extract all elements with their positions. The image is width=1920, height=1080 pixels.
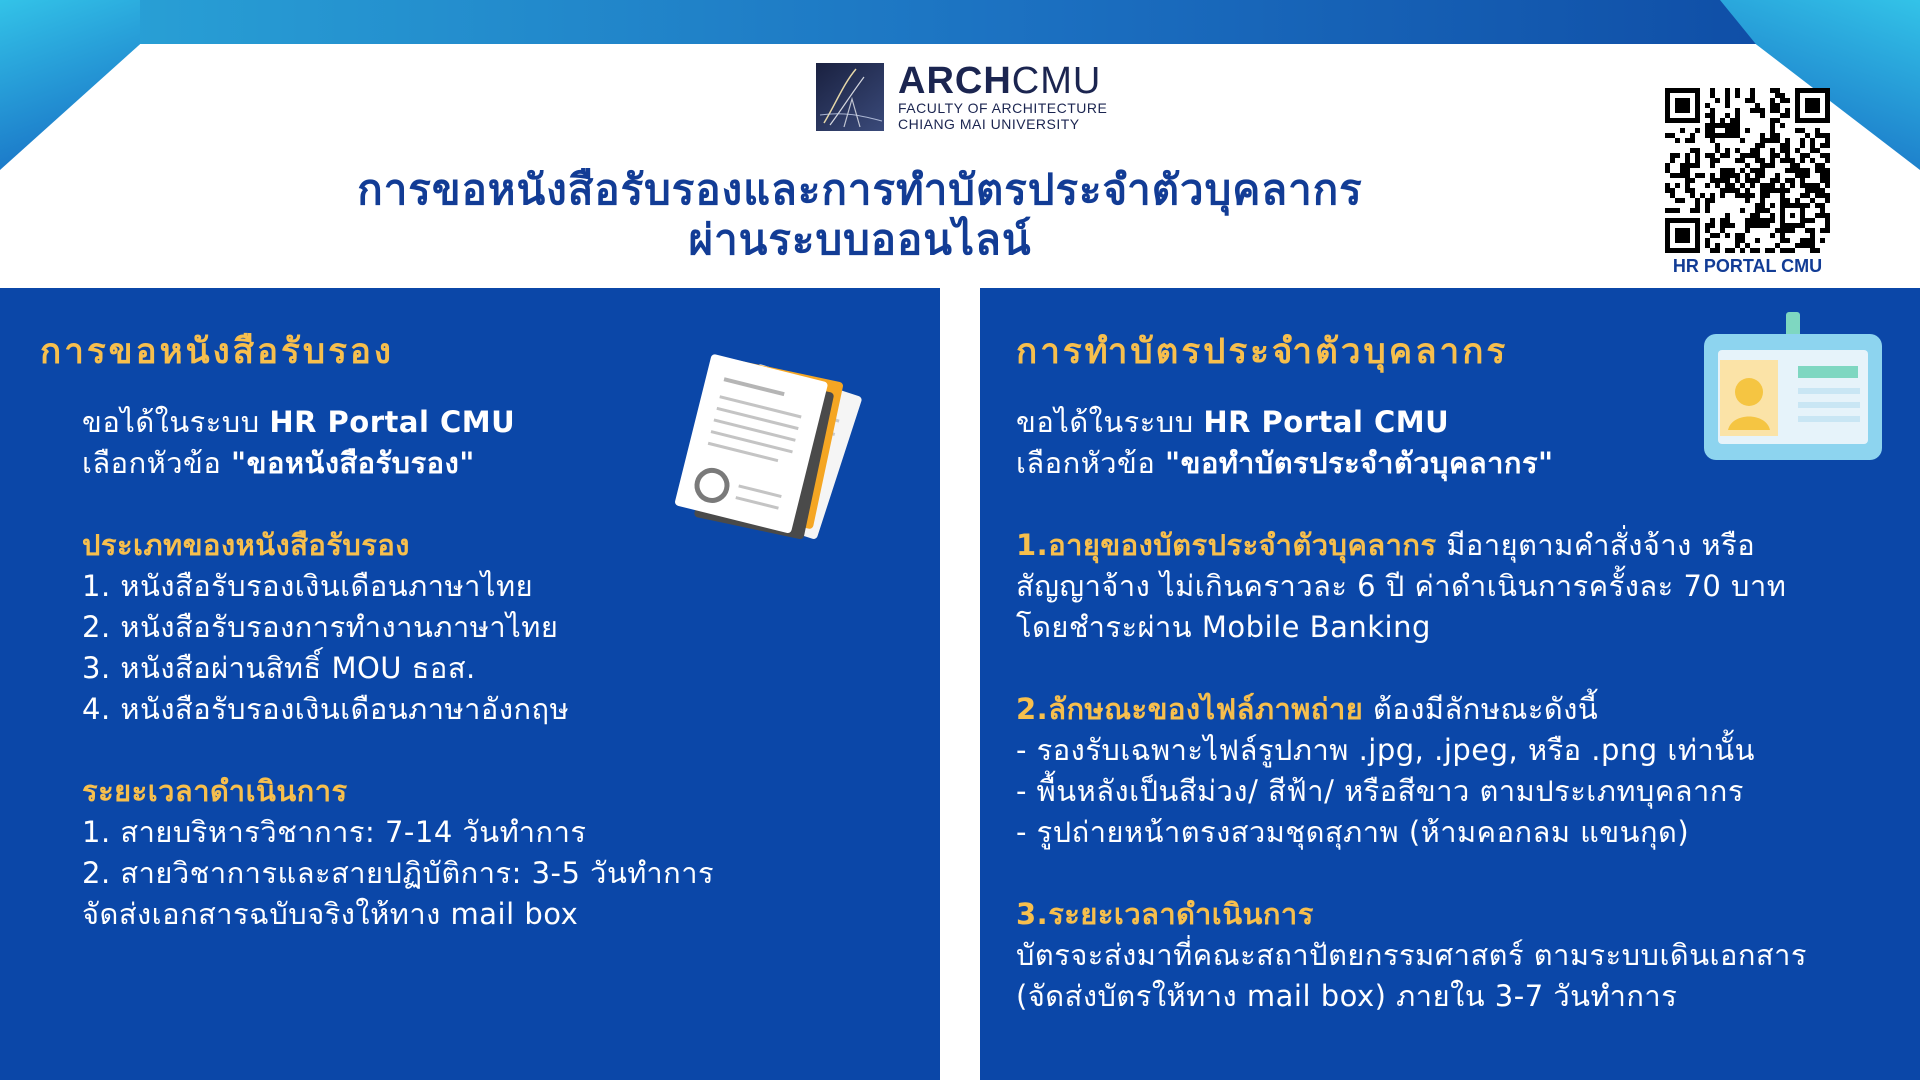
staff-card-panel-title: การทำบัตรประจำตัวบุคลากร — [1016, 332, 1509, 372]
card-age-text: มีอายุตามคำสั่งจ้าง หรือ — [1436, 528, 1756, 562]
duration-item: 2. สายวิชาการและสายปฏิบัติการ: 3-5 วันทำการ — [82, 856, 715, 890]
page-title — [300, 165, 1420, 265]
page-title-line-1: การขอหนังสือรับรองและการทำบัตรประจำตัวบุคลากร — [357, 165, 1363, 214]
select-topic: "ขอทำบัตรประจำตัวบุคลากร" — [1165, 446, 1554, 480]
intro-text: ขอได้ในระบบ — [82, 405, 270, 439]
intro-text: ขอได้ในระบบ — [1016, 405, 1204, 439]
logo-brand-bold: ARCH — [898, 60, 1012, 102]
duration-heading: ระยะเวลาดำเนินการ — [82, 774, 348, 808]
card-age-line: สัญญาจ้าง ไม่เกินคราวละ 6 ปี ค่าดำเนินการครั้งละ 70 บาท — [1016, 569, 1787, 603]
corner-decor-left — [0, 0, 140, 170]
system-name: HR Portal CMU — [1203, 405, 1450, 439]
photo-spec-item: - รองรับเฉพาะไฟล์รูปภาพ .jpg, .jpeg, หรือ .png เท่านั้น — [1016, 733, 1755, 767]
logo-brand-light: CMU — [1011, 60, 1102, 102]
system-name: HR Portal CMU — [269, 405, 516, 439]
type-item: 3. หนังสือผ่านสิทธิ์ MOU ธอส. — [82, 651, 476, 685]
staff-card-panel-body — [1016, 402, 1807, 1017]
archcmu-logo — [816, 62, 1107, 132]
card-age-line: โดยชำระผ่าน Mobile Banking — [1016, 610, 1431, 644]
duration-item: 1. สายบริหารวิชาการ: 7-14 วันทำการ — [82, 815, 587, 849]
photo-spec-heading: 2.ลักษณะของไฟล์ภาพถ่าย — [1016, 692, 1364, 726]
card-age-heading: 1.อายุของบัตรประจำตัวบุคลากร — [1016, 528, 1437, 562]
qr-code — [1665, 88, 1830, 253]
select-text: เลือกหัวข้อ — [1016, 446, 1166, 480]
certificate-panel — [0, 288, 940, 1080]
select-text: เลือกหัวข้อ — [82, 446, 232, 480]
type-item: 4. หนังสือรับรองเงินเดือนภาษาอังกฤษ — [82, 692, 570, 726]
page-title-line-2: ผ่านระบบออนไลน์ — [688, 215, 1032, 264]
certificate-panel-title: การขอหนังสือรับรอง — [40, 332, 394, 372]
photo-spec-text: ต้องมีลักษณะดังนี้ — [1363, 692, 1599, 726]
type-item: 2. หนังสือรับรองการทำงานภาษาไทย — [82, 610, 559, 644]
top-decor-band — [0, 0, 1920, 44]
type-item: 1. หนังสือรับรองเงินเดือนภาษาไทย — [82, 569, 534, 603]
id-card-icon — [1700, 300, 1885, 469]
delivery-note: จัดส่งเอกสารฉบับจริงให้ทาง mail box — [82, 897, 579, 931]
logo-mark-icon — [816, 63, 884, 131]
qr-label: HR PORTAL CMU — [1672, 256, 1823, 276]
card-duration-line: (จัดส่งบัตรให้ทาง mail box) ภายใน 3-7 วันทำการ — [1016, 979, 1678, 1013]
certificate-panel-body — [82, 402, 714, 935]
photo-spec-item: - พื้นหลังเป็นสีม่วง/ สีฟ้า/ หรือสีขาว ตามประเภทบุคลากร — [1016, 774, 1744, 808]
logo-subline-2: CHIANG MAI UNIVERSITY — [898, 116, 1080, 132]
card-duration-line: บัตรจะส่งมาที่คณะสถาปัตยกรรมศาสตร์ ตามระบบเดินเอกสาร — [1016, 938, 1807, 972]
photo-spec-item: - รูปถ่ายหน้าตรงสวมชุดสุภาพ (ห้ามคอกลม แขนกุด) — [1016, 815, 1690, 849]
types-heading: ประเภทของหนังสือรับรอง — [82, 528, 410, 562]
card-duration-heading: 3.ระยะเวลาดำเนินการ — [1016, 897, 1314, 931]
select-topic: "ขอหนังสือรับรอง" — [231, 446, 475, 480]
logo-subline-1: FACULTY OF ARCHITECTURE — [898, 100, 1108, 116]
